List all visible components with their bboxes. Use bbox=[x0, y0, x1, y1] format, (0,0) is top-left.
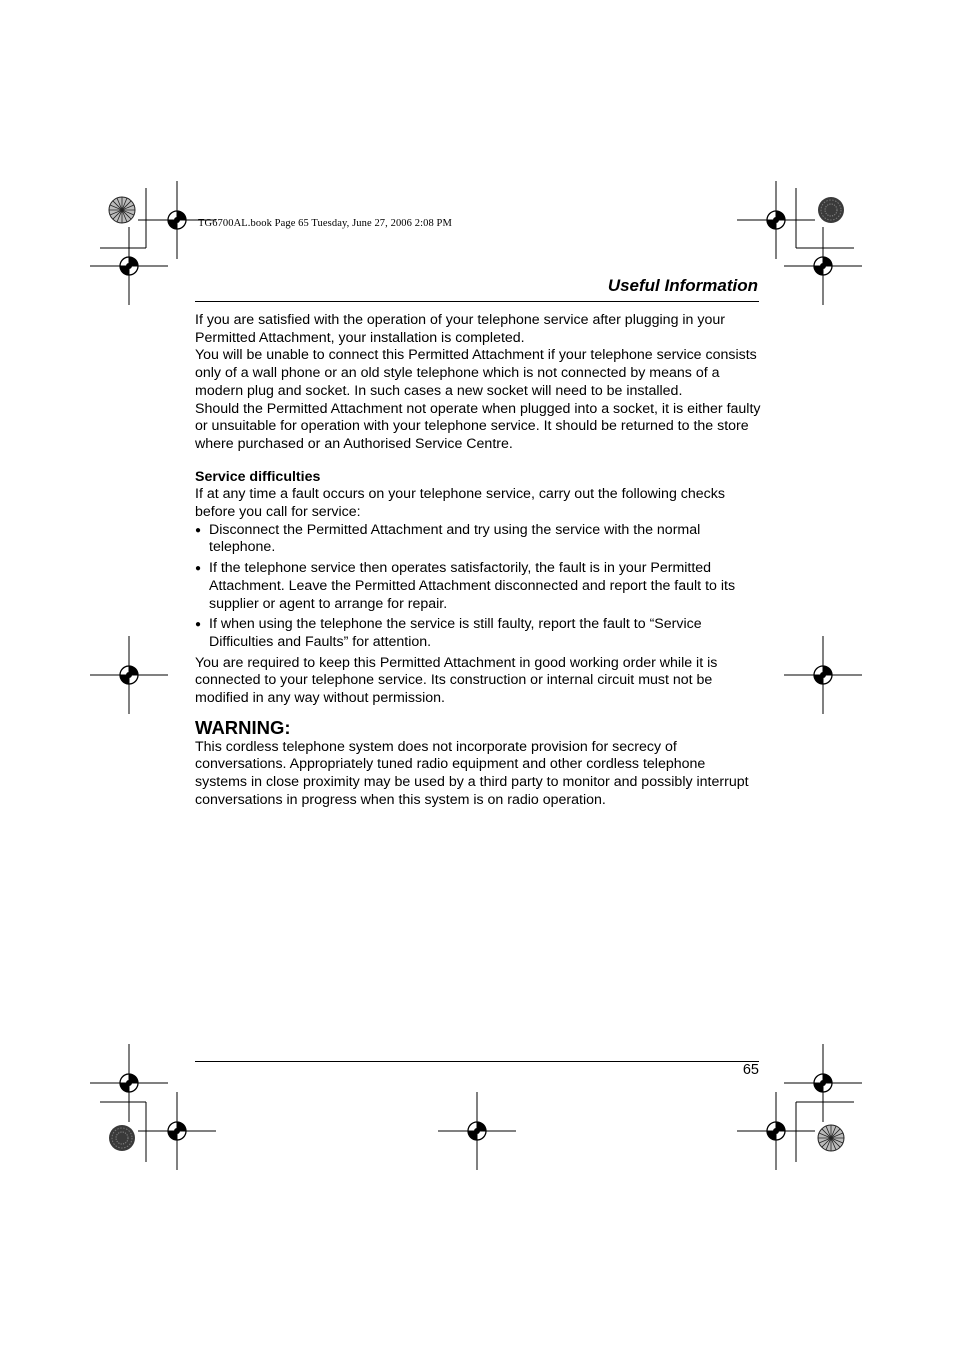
warning-text: This cordless telephone system does not incorporate provision for secrecy of conversations. Appropriately tuned radio equipment and other cordless telephone systems in close proximity may be used by a third party to monitor and possibly interrupt conversations in progress when this system is on radio operation. bbox=[195, 738, 749, 808]
list-item bbox=[195, 560, 761, 613]
bullet-icon: ● bbox=[195, 563, 202, 575]
page-number: 65 bbox=[742, 1062, 759, 1078]
list-item-text: If when using the telephone the service is still faulty, report the fault to “Service Difficulties and Faults” for attention. bbox=[209, 616, 702, 650]
list-item bbox=[195, 616, 761, 651]
page-content bbox=[195, 312, 761, 810]
list-item-text: If the telephone service then operates satisfactorily, the fault is in your Permitted Attachment. Leave the Permitted Attachment disconnected and report the fault to its supplier or agent to arrange for repair. bbox=[209, 560, 736, 612]
bullet-icon: ● bbox=[195, 619, 202, 631]
service-difficulties-intro: If at any time a fault occurs on your telephone service, carry out the following checks before you call for service: bbox=[195, 486, 725, 521]
paragraph-unable-to-connect: You will be unable to connect this Permitted Attachment if your telephone service consists only of a wall phone or an old style telephone which is not connected by means of a modern plug and socket. In such cases a new socket will need to be installed. bbox=[195, 347, 757, 399]
list-item bbox=[195, 522, 761, 557]
footer-rule bbox=[195, 1061, 759, 1062]
print-job-header: TG6700AL.book Page 65 Tuesday, June 27, 2006 2:08 PM bbox=[198, 218, 452, 229]
paragraph-installation-complete: If you are satisfied with the operation of your telephone service after plugging in your Permitted Attachment, your installation is completed. bbox=[195, 312, 725, 346]
paragraph-faulty-attachment: Should the Permitted Attachment not operate when plugged into a socket, it is either faulty or unsuitable for operation with your telephone service. It should be returned to the store where purchased or an Authorised Service Centre. bbox=[195, 400, 761, 452]
service-difficulties-closing: You are required to keep this Permitted Attachment in good working order while it is connected to your telephone service. Its construction or internal circuit must not be modified in any way without permission. bbox=[195, 654, 718, 707]
header-rule bbox=[195, 301, 759, 302]
bullet-icon: ● bbox=[195, 524, 202, 536]
warning-heading: WARNING: bbox=[195, 716, 291, 738]
list-item-text: Disconnect the Permitted Attachment and try using the service with the normal telephone. bbox=[209, 521, 701, 556]
service-checks-list bbox=[195, 522, 761, 652]
section-title: Useful Information bbox=[607, 276, 758, 295]
service-difficulties-heading: Service difficulties bbox=[195, 468, 321, 485]
